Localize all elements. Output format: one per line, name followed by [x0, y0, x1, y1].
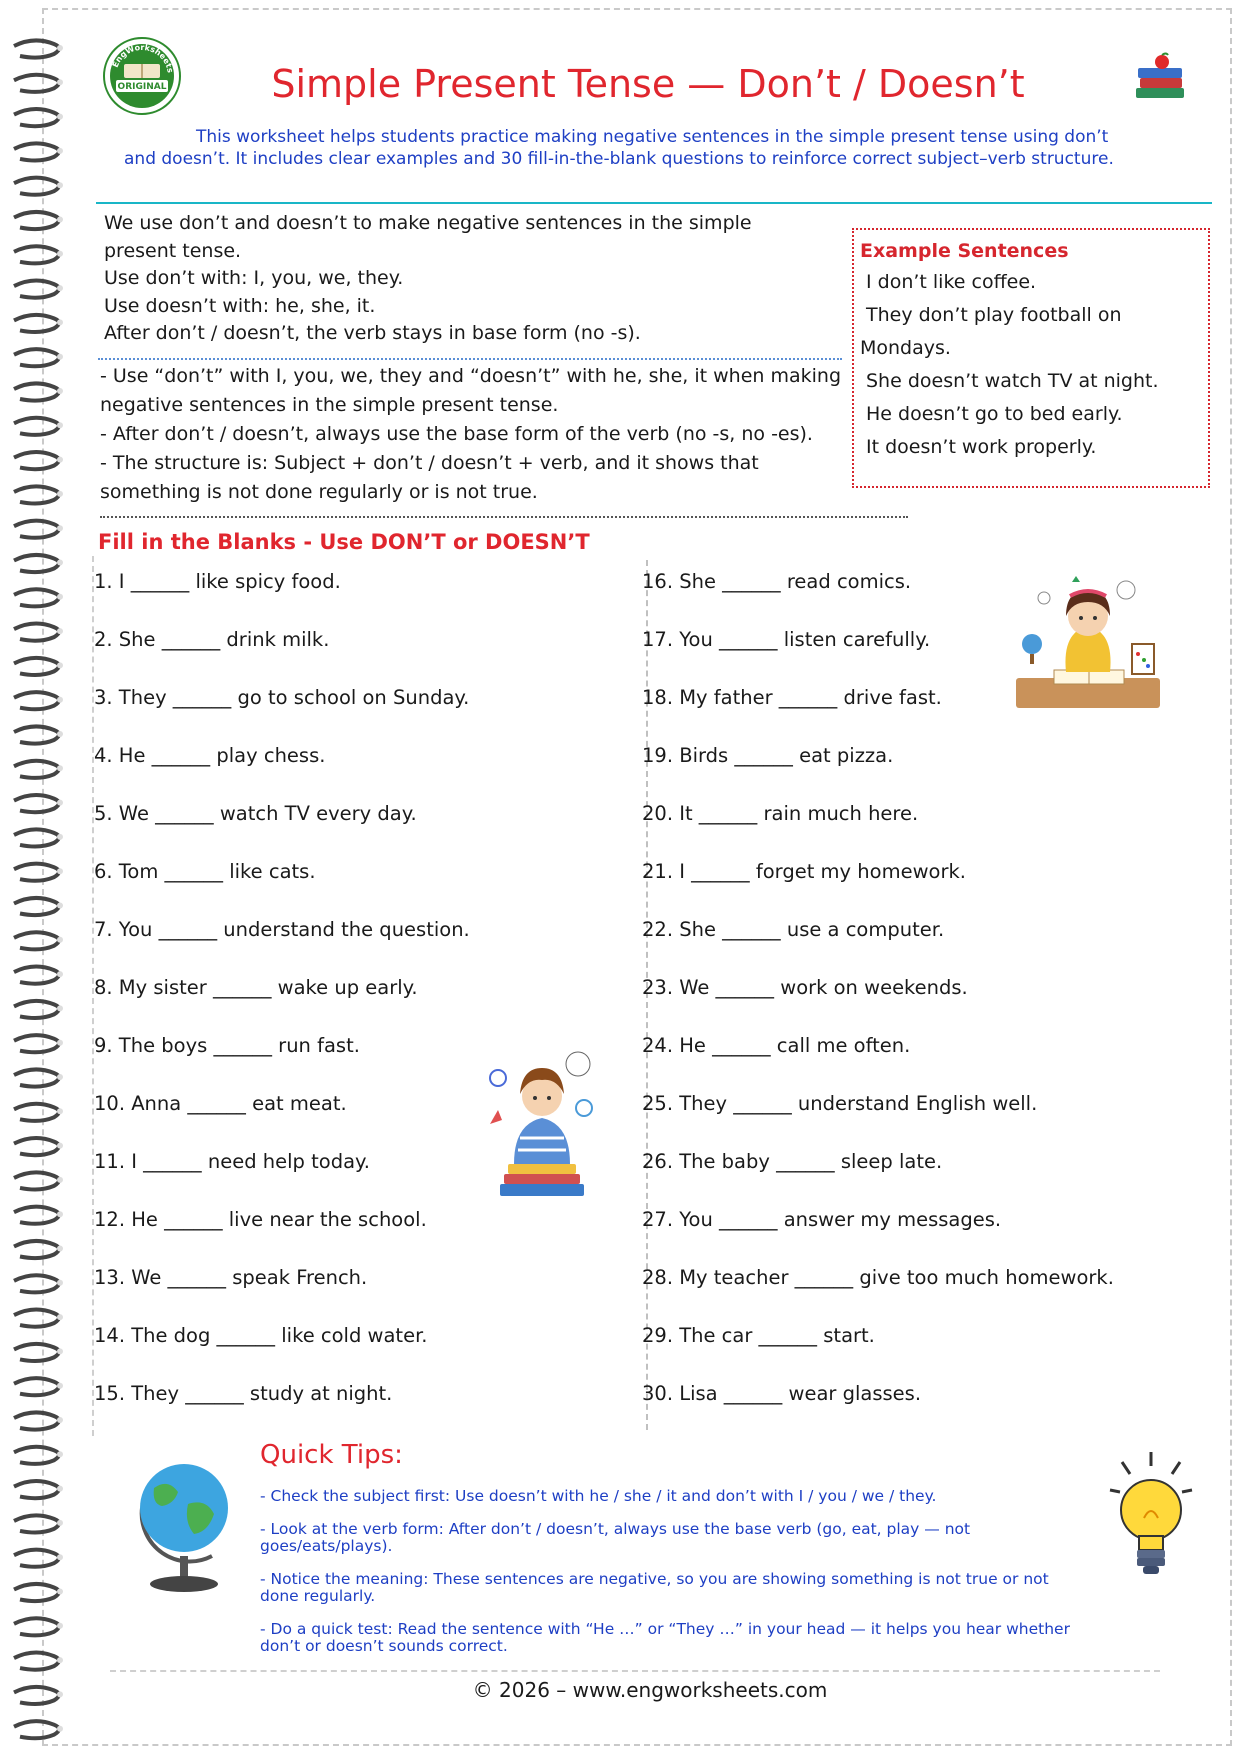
spiral-ring: [14, 383, 59, 400]
spiral-hole: [57, 1486, 63, 1492]
spiral-ring: [14, 1138, 59, 1155]
question-item: 14. The dog ______ like cold water.: [94, 1324, 428, 1347]
spiral-hole: [57, 114, 63, 120]
question-item: 24. He ______ call me often.: [642, 1034, 911, 1057]
spiral-ring: [14, 521, 59, 538]
spiral-hole: [57, 868, 63, 874]
question-item: 25. They ______ understand English well.: [642, 1092, 1038, 1115]
footer-divider: [110, 1670, 1160, 1672]
question-item: 27. You ______ answer my messages.: [642, 1208, 1002, 1231]
spiral-hole: [57, 1383, 63, 1389]
tip-item: - Do a quick test: Read the sentence with “He …” or “They …” in your head — it helps you hear whether don’t or doesn’t sounds correct.: [260, 1620, 1070, 1655]
rule-line: Use doesn’t with: he, she, it.: [104, 294, 376, 317]
spiral-ring: [14, 1515, 59, 1532]
spiral-ring: [14, 589, 59, 606]
question-item: 1. I ______ like spicy food.: [94, 570, 341, 593]
spiral-hole: [57, 388, 63, 394]
spiral-hole: [57, 971, 63, 977]
example-line: I don’t like coffee.: [866, 271, 1037, 293]
boy-thinking-illustration: [480, 1038, 602, 1200]
spiral-ring: [14, 1069, 59, 1086]
spiral-hole: [57, 1040, 63, 1046]
spiral-hole: [57, 1348, 63, 1354]
spiral-ring: [14, 1207, 59, 1224]
spiral-hole: [57, 45, 63, 51]
spiral-hole: [57, 354, 63, 360]
spiral-hole: [57, 422, 63, 428]
exercise-heading: Fill in the Blanks - Use DON’T or DOESN’T: [98, 530, 590, 554]
spiral-ring: [14, 452, 59, 469]
spiral-ring: [14, 1618, 59, 1635]
spiral-hole: [57, 1417, 63, 1423]
spiral-hole: [57, 217, 63, 223]
spiral-hole: [57, 182, 63, 188]
spiral-hole: [57, 1314, 63, 1320]
spiral-ring: [14, 109, 59, 126]
question-item: 18. My father ______ drive fast.: [642, 686, 942, 709]
rule-line: We use don’t and doesn’t to make negative sentences in the simple present tense.: [104, 212, 752, 262]
question-item: 15. They ______ study at night.: [94, 1382, 393, 1405]
grammar-rules: [104, 210, 764, 348]
logo-top-text: EngWorksheets: [110, 42, 175, 74]
question-item: 13. We ______ speak French.: [94, 1266, 368, 1289]
spiral-hole: [57, 1177, 63, 1183]
note-line: - After don’t / doesn’t, always use the base form of the verb (no -s, no -es).: [100, 423, 813, 445]
question-item: 26. The baby ______ sleep late.: [642, 1150, 943, 1173]
question-item: 3. They ______ go to school on Sunday.: [94, 686, 470, 709]
spiral-hole: [57, 148, 63, 154]
spiral-hole: [57, 1211, 63, 1217]
spiral-ring: [14, 898, 59, 915]
question-item: 7. You ______ understand the question.: [94, 918, 470, 941]
spiral-ring: [14, 967, 59, 984]
spiral-ring: [14, 1104, 59, 1121]
spiral-ring: [14, 1412, 59, 1429]
question-item: 23. We ______ work on weekends.: [642, 976, 968, 999]
spiral-ring: [14, 1001, 59, 1018]
tip-item: - Notice the meaning: These sentences are negative, so you are showing something is not true or not done regularly.: [260, 1570, 1049, 1605]
spiral-hole: [57, 903, 63, 909]
spiral-ring: [14, 761, 59, 778]
rules-divider: [98, 358, 842, 360]
rule-line: Use don’t with: I, you, we, they.: [104, 267, 404, 289]
spiral-hole: [57, 731, 63, 737]
spiral-hole: [57, 1554, 63, 1560]
spiral-ring: [14, 1481, 59, 1498]
spiral-hole: [57, 1074, 63, 1080]
question-item: 5. We ______ watch TV every day.: [94, 802, 417, 825]
spiral-ring: [14, 1653, 59, 1670]
spiral-ring: [14, 692, 59, 709]
intro-text: This worksheet helps students practice making negative sentences in the simple present tense using don’t and doesn’t. It includes clear examples and 30 fill-in-the-blank questions to reinforce correct subject–verb structure.: [124, 127, 1114, 169]
spiral-hole: [57, 1520, 63, 1526]
spiral-hole: [57, 285, 63, 291]
spiral-hole: [57, 1280, 63, 1286]
question-item: 4. He ______ play chess.: [94, 744, 326, 767]
spiral-ring: [14, 726, 59, 743]
spiral-hole: [57, 1691, 63, 1697]
spiral-hole: [57, 251, 63, 257]
spiral-ring: [14, 1721, 59, 1738]
spiral-ring: [14, 555, 59, 572]
quick-tips: [260, 1488, 1090, 1671]
spiral-ring: [14, 418, 59, 435]
footer-copyright: © 2026 – www.engworksheets.com: [472, 1678, 828, 1702]
spiral-hole: [57, 1623, 63, 1629]
question-item: 28. My teacher ______ give too much homework.: [642, 1266, 1114, 1289]
spiral-hole: [57, 1143, 63, 1149]
spiral-hole: [57, 525, 63, 531]
spiral-hole: [57, 457, 63, 463]
spiral-hole: [57, 1657, 63, 1663]
spiral-ring: [14, 1275, 59, 1292]
question-item: 6. Tom ______ like cats.: [94, 860, 316, 883]
spiral-hole: [57, 765, 63, 771]
spiral-hole: [57, 594, 63, 600]
question-item: 10. Anna ______ eat meat.: [94, 1092, 347, 1115]
spiral-hole: [57, 1108, 63, 1114]
spiral-ring: [14, 795, 59, 812]
tip-item: - Look at the verb form: After don’t / doesn’t, always use the base verb (go, eat, play — not goes/eats/plays).: [260, 1520, 971, 1555]
worksheet-content: [88, 0, 1212, 1754]
spiral-ring: [14, 624, 59, 641]
spiral-hole: [57, 1246, 63, 1252]
spiral-hole: [57, 662, 63, 668]
grammar-notes: [100, 362, 850, 507]
spiral-ring: [14, 40, 59, 57]
spiral-ring: [14, 932, 59, 949]
header-divider: [96, 202, 1212, 204]
question-item: 20. It ______ rain much here.: [642, 802, 919, 825]
examples-heading: Example Sentences: [860, 240, 1069, 262]
spiral-binding-icon: [0, 0, 80, 1754]
light-bulb-icon: [1106, 1448, 1196, 1588]
question-item: 29. The car ______ start.: [642, 1324, 875, 1347]
spiral-hole: [57, 1451, 63, 1457]
spiral-ring: [14, 143, 59, 160]
question-item: 17. You ______ listen carefully.: [642, 628, 931, 651]
example-line: She doesn’t watch TV at night.: [866, 370, 1159, 392]
spiral-hole: [57, 800, 63, 806]
globe-icon: [124, 1448, 244, 1598]
spiral-ring: [14, 1550, 59, 1567]
spiral-hole: [57, 319, 63, 325]
spiral-ring: [14, 658, 59, 675]
spiral-ring: [14, 1035, 59, 1052]
tips-heading: Quick Tips:: [260, 1440, 403, 1470]
rule-line: After don’t / doesn’t, the verb stays in base form (no -s).: [104, 322, 641, 344]
questions-left-column: [94, 556, 634, 1426]
spiral-hole: [57, 1726, 63, 1732]
spiral-hole: [57, 628, 63, 634]
spiral-ring: [14, 486, 59, 503]
question-item: 16. She ______ read comics.: [642, 570, 912, 593]
spiral-ring: [14, 1344, 59, 1361]
spiral-ring: [14, 178, 59, 195]
question-item: 12. He ______ live near the school.: [94, 1208, 427, 1231]
question-item: 9. The boys ______ run fast.: [94, 1034, 360, 1057]
spiral-hole: [57, 79, 63, 85]
question-item: 22. She ______ use a computer.: [642, 918, 945, 941]
spiral-hole: [57, 1005, 63, 1011]
spiral-ring: [14, 829, 59, 846]
girl-studying-illustration: [1014, 574, 1162, 712]
question-item: 2. She ______ drink milk.: [94, 628, 330, 651]
page-title: Simple Present Tense — Don’t / Doesn’t: [271, 62, 1025, 106]
logo-badge-text: ORIGINAL: [117, 82, 167, 92]
spiral-hole: [57, 697, 63, 703]
spiral-ring: [14, 864, 59, 881]
example-line: He doesn’t go to bed early.: [866, 403, 1123, 425]
spiral-hole: [57, 937, 63, 943]
spiral-ring: [14, 1310, 59, 1327]
spiral-ring: [14, 1172, 59, 1189]
spiral-hole: [57, 491, 63, 497]
tip-item: - Check the subject first: Use doesn’t with he / she / it and don’t with I / you / we / they.: [260, 1487, 937, 1505]
spiral-ring: [14, 315, 59, 332]
question-item: 21. I ______ forget my homework.: [642, 860, 966, 883]
spiral-hole: [57, 1589, 63, 1595]
spiral-ring: [14, 75, 59, 92]
question-item: 11. I ______ need help today.: [94, 1150, 370, 1173]
spiral-ring: [14, 1241, 59, 1258]
spiral-ring: [14, 1447, 59, 1464]
example-line: It doesn’t work properly.: [866, 436, 1097, 458]
notes-divider: [100, 516, 908, 518]
example-line: They don’t play football on: [866, 304, 1122, 326]
logo-badge-icon: [102, 36, 182, 116]
spiral-ring: [14, 246, 59, 263]
note-line: - Use “don’t” with I, you, we, they and “doesn’t” with he, she, it when making negative sentences in the simple present tense.: [100, 365, 842, 416]
spiral-ring: [14, 1687, 59, 1704]
spiral-ring: [14, 1378, 59, 1395]
spiral-ring: [14, 349, 59, 366]
spiral-ring: [14, 212, 59, 229]
question-item: 30. Lisa ______ wear glasses.: [642, 1382, 922, 1405]
example-sentences-box: [852, 228, 1210, 488]
spiral-ring: [14, 281, 59, 298]
spiral-hole: [57, 834, 63, 840]
spiral-hole: [57, 560, 63, 566]
note-line: - The structure is: Subject + don’t / doesn’t + verb, and it shows that something is not done regularly or is not true.: [100, 452, 759, 503]
question-item: 8. My sister ______ wake up early.: [94, 976, 418, 999]
question-item: 19. Birds ______ eat pizza.: [642, 744, 894, 767]
example-line: Mondays.: [860, 337, 951, 359]
spiral-ring: [14, 1584, 59, 1601]
books-apple-icon: [1130, 52, 1190, 102]
